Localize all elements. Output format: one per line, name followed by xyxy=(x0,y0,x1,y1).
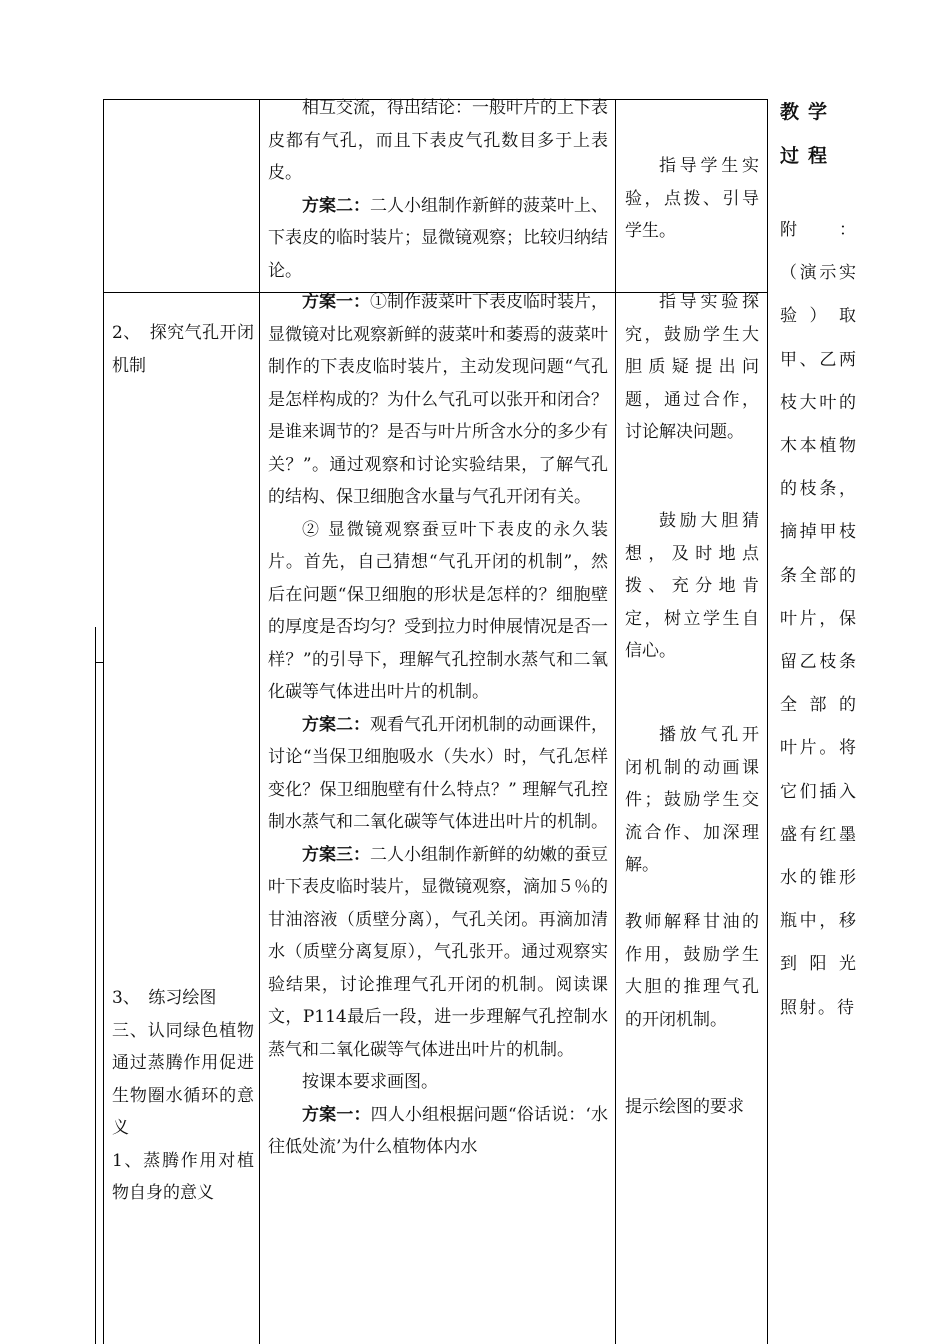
teacher-note-2: 鼓励大胆猜想，及时地点拨、充分地肯定，树立学生自信心。 xyxy=(625,511,759,661)
plan-text: ①制作菠菜叶下表皮临时装片，显微镜对比观察新鲜的菠菜叶和萎焉的菠菜叶制作的下表皮临时装片，主动发现问题“气孔是怎样构成的？为什么气孔可以张开和闭合？是谁来调节的？是否与叶片所含水分的多少有关？”。通过观察和讨论实验结果，了解气孔的结构、保卫细胞含水量与气孔开闭有关。 xyxy=(268,292,608,507)
row2-teacher-cell-5 xyxy=(625,1091,759,1124)
topic-item-3: 3、 练习绘图 xyxy=(112,988,217,1008)
table-border-left xyxy=(103,99,104,1344)
table-border-col2 xyxy=(615,99,616,1344)
plan-label: 方案一： xyxy=(302,1104,371,1125)
plan-c xyxy=(268,839,608,1067)
row1-plan2 xyxy=(268,190,608,288)
row1-activity-cell xyxy=(268,92,608,287)
topic-item-2: 2、 探究气孔开闭机制 xyxy=(112,323,254,376)
plan-text: 四人小组根据问题“俗话说：‘水往低处流’为什么植物体内水 xyxy=(268,1104,608,1157)
plan-text: 二人小组制作新鲜的幼嫩的蚕豆叶下表皮临时装片，显微镜观察，滴加５％的甘油溶液（质壁分离），气孔关闭。再滴加清水（质壁分离复原），气孔张开。通过观察实验结果，讨论推理气孔开闭的机制。阅读课文，P114最后一段，进一步理解气孔控制水蒸气和二氧化碳等气体进出叶片的机制。 xyxy=(268,844,608,1060)
plan-text: 观看气孔开闭机制的动画课件，讨论“当保卫细胞吸水（失水）时，气孔怎样变化？保卫细胞壁有什么特点？” 理解气孔控制水蒸气和二氧化碳等气体进出叶片的机制。 xyxy=(268,714,608,832)
plan-b xyxy=(268,709,608,839)
row1-conclusion: 相互交流，得出结论：一般叶片的上下表皮都有气孔，而且下表皮气孔数目多于上表皮。 xyxy=(268,98,608,183)
table-border-right xyxy=(767,99,768,1344)
row1-teacher-text: 指导学生实验，点拨、引导学生。 xyxy=(625,156,759,241)
row2-teacher-cell-4 xyxy=(625,906,759,1036)
row1-teacher-cell xyxy=(625,150,759,248)
row2-topic-cell xyxy=(112,317,254,382)
plan-label: 方案一： xyxy=(302,292,370,312)
side-title: 教学过程 xyxy=(780,101,837,167)
teacher-note-5: 提示绘图的要求 xyxy=(625,1097,744,1117)
topic-section-3: 三、认同绿色植物通过蒸腾作用促进生物圈水循环的意义 xyxy=(112,1020,254,1138)
plan-label: 方案二： xyxy=(302,714,370,735)
margin-mark-tick xyxy=(95,662,104,663)
plan-a-step2: ② 显微镜观察蚕豆叶下表皮的永久装片。首先，自己猜想“气孔开闭的机制”，然后在问题“保卫细胞的形状是怎样的？细胞壁的厚度是否均匀？受到拉力时伸展情况是否一样？”的引导下，理解气孔控制水蒸气和二氧化碳等气体进出叶片的机制。 xyxy=(268,519,608,702)
draw-instruction: 按课本要求画图。 xyxy=(302,1072,438,1092)
row2-teacher-cell-2 xyxy=(625,505,759,668)
plan-a xyxy=(268,286,608,514)
teacher-note-1: 指导实验探究，鼓励学生大胆质疑提出问题，通过合作，讨论解决问题。 xyxy=(625,292,759,442)
teacher-note-3: 播放气孔开闭机制的动画课件；鼓励学生交流合作、加深理解。 xyxy=(625,725,759,875)
plan-label: 方案三： xyxy=(302,844,370,865)
margin-mark xyxy=(95,627,96,1344)
teacher-note-4: 教师解释甘油的作用，鼓励学生大胆的推理气孔的开闭机制。 xyxy=(625,912,759,1030)
side-note: 附 ：（演示实验）取甲、乙两枝大叶的木本植物的枝条，摘掉甲枝条全部的 叶片，保留乙枝条全部的 叶片。将它们插入盛有红墨水的锥形瓶中，移到阳光 照射。待 xyxy=(780,220,877,1018)
table-border-col1 xyxy=(259,99,260,1344)
plan-label: 方案二： xyxy=(302,195,370,216)
plan-d xyxy=(268,1099,608,1164)
row2-activity-cell xyxy=(268,286,608,1164)
row2-topic-cell-lower xyxy=(112,982,254,1210)
row2-teacher-cell-3 xyxy=(625,719,759,882)
plan-text: 二人小组制作新鲜的菠菜叶上、下表皮的临时装片；显微镜观察；比较归纳结论。 xyxy=(268,195,608,281)
row2-teacher-cell-1 xyxy=(625,286,759,449)
topic-item-3-1: 1、蒸腾作用对植物自身的意义 xyxy=(112,1150,254,1203)
